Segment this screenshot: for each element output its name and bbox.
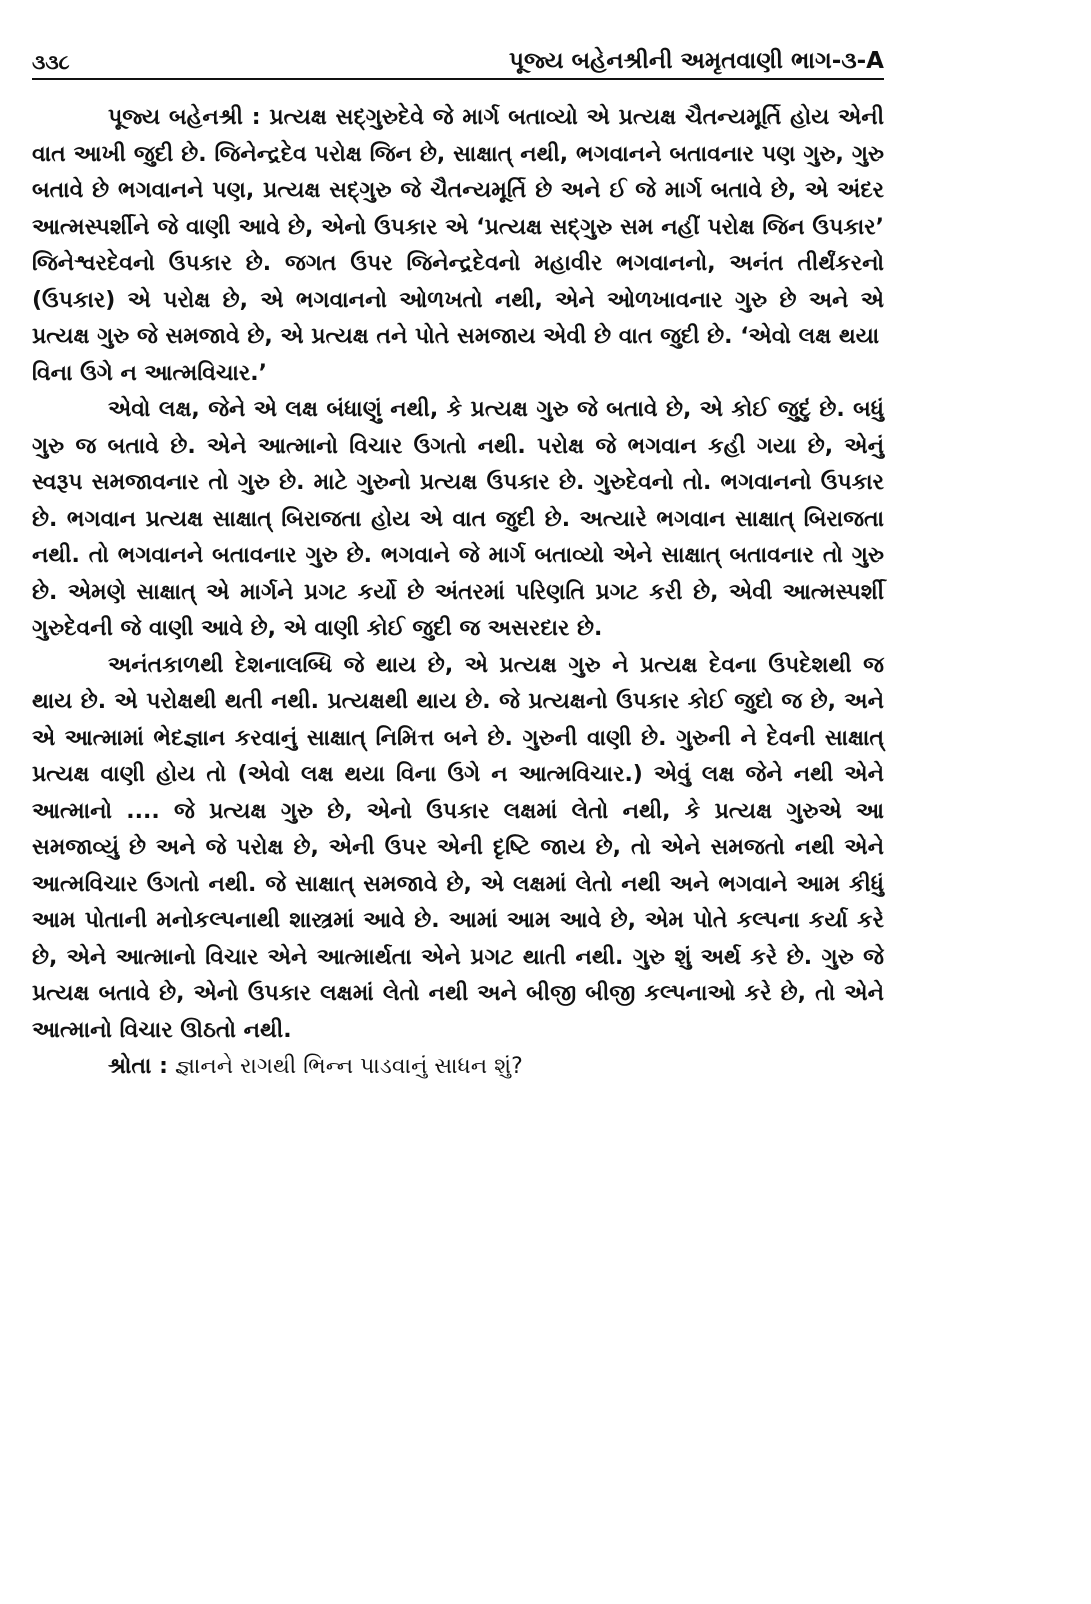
speaker-label: શ્રોતા : [108, 1054, 168, 1079]
paragraph-text: એવો લક્ષ, જેને એ લક્ષ બંધાણું નથી, કે પ્રત્યક્ષ ગુરુ જે બતાવે છે, એ કોઈ જુદું છે. બધું ગુરુ જ બતાવે છે. એને આત્માનો વિચાર ઉગતો નથી. પરોક્ષ જે ભગવાન કહી ગયા છે, એનું સ્વરૂપ સમજાવનાર તો ગુરુ છે. માટે ગુરુનો પ્રત્યક્ષ ઉપકાર છે. ગુરુદેવનો તો. ભગવાનનો ઉપકાર છે. ભગવાન પ્રત્યક્ષ સાક્ષાત્ બિરાજતા હોય એ વાત જુદી છે. અત્યારે ભગવાન સાક્ષાત્ બિરાજતા નથી. તો ભગવાનને બતાવનાર ગુરુ છે. ભગવાને જે માર્ગ બતાવ્યો એને સાક્ષાત્ બતાવનાર તો ગુરુ છે. એમણે સાક્ષાત્ એ માર્ગને પ્રગટ કર્યો છે અંતરમાં પરિણતિ પ્રગટ કરી છે, એવી આત્મસ્પર્શી ગુરુદેવની જે વાણી આવે છે, એ વાણી કોઈ જુદી જ અસરદાર છે. [32, 397, 884, 641]
speaker-label: પૂજ્ય બહેનશ્રી : [108, 105, 261, 130]
paragraph-question [32, 1049, 884, 1086]
paragraph-3 [32, 648, 884, 1050]
paragraph-continuation [32, 356, 884, 393]
paragraph-bahenshri [32, 100, 884, 356]
body-text [32, 100, 884, 1086]
paragraph-text: પ્રત્યક્ષ સદ્ગુરુદેવે જે માર્ગ બતાવ્યો એ પ્રત્યક્ષ ચૈતન્યમૂર્તિ હોય એની વાત આખી જુદી છે. જિનેન્દ્રદેવ પરોક્ષ જિન છે, સાક્ષાત્ નથી, ભગવાનને બતાવનાર પણ ગુરુ, ગુરુ બતાવે છે ભગવાનને પણ, પ્રત્યક્ષ સદ્ગુરુ જે ચૈતન્યમૂર્તિ છે અને ઈ જે માર્ગ બતાવે છે, એ અંદર આત્મસ્પર્શીને જે વાણી આવે છે, એનો ઉપકાર એ ‘પ્રત્યક્ષ સદ્ગુરુ સમ નહીં પરોક્ષ જિન ઉપકાર’ જિનેશ્વરદેવનો ઉપકાર છે. જગત ઉપર જિનેન્દ્રદેવનો મહાવીર ભગવાનનો, અનંત તીર્થંકરનો (ઉપકાર) એ પરોક્ષ છે, એ ભગવાનનો ઓળખતો નથી, એને ઓળખાવનાર ગુરુ છે અને એ પ્રત્યક્ષ ગુરુ જે સમજાવે છે, એ પ્રત્યક્ષ તને પોતે સમજાય એવી છે વાત જુદી છે. ‘એવો લક્ષ થયા [32, 105, 884, 349]
document-page [32, 38, 884, 1086]
page-number: ૩૩૮ [32, 50, 70, 74]
paragraph-text: વિના ઉગે ન આત્મવિચાર.’ [32, 360, 267, 386]
question-text: જ્ઞાનને રાગથી ભિન્ન પાડવાનું સાધન શું? [167, 1054, 523, 1079]
page-header [32, 38, 884, 80]
paragraph-2 [32, 392, 884, 648]
paragraph-text: અનંતકાળથી દેશનાલબ્ધિ જે થાય છે, એ પ્રત્યક્ષ ગુરુ ને પ્રત્યક્ષ દેવના ઉપદેશથી જ થાય છે. એ પરોક્ષથી થતી નથી. પ્રત્યક્ષથી થાય છે. જે પ્રત્યક્ષનો ઉપકાર કોઈ જુદો જ છે, અને એ આત્મામાં ભેદજ્ઞાન કરવાનું સાક્ષાત્ નિમિત્ત બને છે. ગુરુની વાણી છે. ગુરુની ને દેવની સાક્ષાત્ પ્રત્યક્ષ વાણી હોય તો (એવો લક્ષ થયા વિના ઉગે ન આત્મવિચાર.) એવું લક્ષ જેને નથી એને આત્માનો .... જે પ્રત્યક્ષ ગુરુ છે, એનો ઉપકાર લક્ષમાં લેતો નથી, કે પ્રત્યક્ષ ગુરુએ આ સમજાવ્યું છે અને જે પરોક્ષ છે, એની ઉપર એની દૃષ્ટિ જાય છે, તો એને સમજતો નથી એને આત્મવિચાર ઉગતો નથી. જે સાક્ષાત્ સમજાવે છે, એ લક્ષમાં લેતો નથી અને ભગવાને આમ કીધું આમ પોતાની મનોકલ્પનાથી શાસ્ત્રમાં આવે છે. આમાં આમ આવે છે, એમ પોતે કલ્પના કર્યા કરે છે, એને આત્માનો વિચાર એને આત્માર્થતા એને પ્રગટ થાતી નથી. ગુરુ શું અર્થ કરે છે. ગુરુ જે પ્રત્યક્ષ બતાવે છે, એનો ઉપકાર લક્ષમાં લેતો નથી અને બીજી બીજી કલ્પનાઓ કરે છે, તો એને આત્માનો વિચાર ઊઠતો નથી. [32, 652, 884, 1043]
running-title: પૂજ્ય બહેનશ્રીની અમૃતવાણી ભાગ-૩-A [509, 48, 884, 74]
